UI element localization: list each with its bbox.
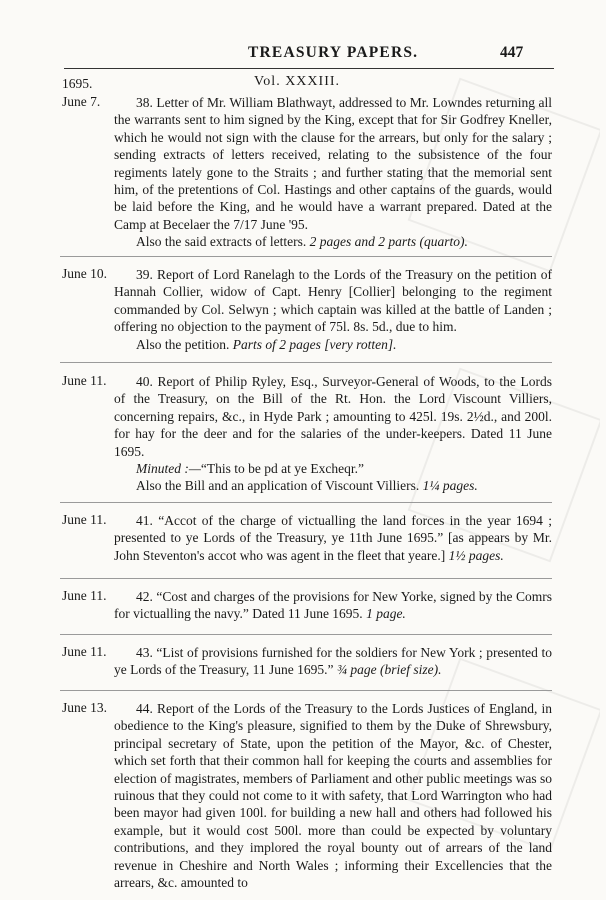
entry-date: June 10. xyxy=(62,266,107,281)
entry-body xyxy=(114,588,552,623)
entry-sub xyxy=(114,233,552,250)
entry-text-main: 42. “Cost and charges of the provisions for New Yorke, signed by the Comrs for victualling the navy.” Dated 11 June 1695. xyxy=(114,589,552,622)
entry-minute xyxy=(114,460,552,477)
entry-text-main: 41. “Accot of the charge of victualling the land forces in the year 1694 ; presented to ye Lords of the Treasury, ye 11th June 1695.” [as appears by Mr. John Steventon's accot who was agent in the fleet that yeare.] xyxy=(114,513,552,563)
minute-text: “This to be pd at ye Excheqr.” xyxy=(200,461,364,477)
entry-text xyxy=(114,512,552,564)
running-head xyxy=(0,44,606,66)
entry-note: ¾ page (brief size). xyxy=(336,662,442,678)
entry-body xyxy=(114,644,552,679)
running-title: TREASURY PAPERS. xyxy=(248,44,419,61)
entry-note: 2 pages and 2 parts (quarto). xyxy=(309,234,468,250)
entry-text xyxy=(114,588,552,623)
entry-note: Parts of 2 pages [very rotten]. xyxy=(232,336,397,352)
entry-divider xyxy=(60,362,552,363)
entry-text: 38. Letter of Mr. William Blathwayt, addressed to Mr. Lowndes returning all the warrants sent to him signed by the King, except that for Sir Godfrey Kneller, which he would not sign with the clause for the arrears, but only for the salary ; sending extracts of letters received, relating to the subsistence of the four regiments lately gone to the Straits ; and further stating that the memorial sent him, of the pretentions of Col. Hastings and other captains of the guards, would be laid before the King, and he would have a warrant prepared. Dated at the Camp at Becelaer the 7/17 June '95. xyxy=(114,95,552,232)
volume-heading: Vol. XXXIII. xyxy=(254,74,341,89)
entry-body xyxy=(114,373,552,495)
entry-date: June 11. xyxy=(62,512,107,527)
entry-text xyxy=(114,644,552,679)
entry-divider xyxy=(60,502,552,503)
entry-body xyxy=(114,512,552,564)
entry-date: June 7. xyxy=(62,94,101,109)
entry-text: 39. Report of Lord Ranelagh to the Lords of the Treasury on the petition of Hannah Collier, widow of Capt. Henry [Collier] belonging to the regiment commanded by Col. Selwyn ; which captain was killed at the battle of Landen ; offering no objection to the payment of 75l. 8s. 5d., due to him. xyxy=(114,267,552,335)
entry-date: June 11. xyxy=(62,588,107,603)
entry-sub xyxy=(114,477,552,494)
entry-note: 1 page. xyxy=(366,606,406,622)
entry-note: 1½ pages. xyxy=(448,547,504,563)
entry-body xyxy=(114,700,552,891)
entry-divider xyxy=(60,578,552,579)
entry-note: 1¼ pages. xyxy=(422,478,478,494)
entry-date: June 11. xyxy=(62,644,107,659)
entry-date: June 13. xyxy=(62,700,107,715)
entry-body xyxy=(114,266,552,353)
entry-date: June 11. xyxy=(62,373,107,388)
entry-text: 44. Report of the Lords of the Treasury to the Lords Justices of England, in obedience to the King's pleasure, signified to them by the Duke of Shrewsbury, principal secretary of State, upon the petition of the Mayor, &c. of Chester, which set forth that their common hall for keeping the courts and assemblies for election of magistrates, members of Parliament and other public meetings was so ruinous that they could not come to it with safety, that Lord Warrington who had been mayor had given 100l. for building a new hall and others had followed his example, but it would cost 500l. more than could be expected by voluntary contributions, and they implored the royal bounty out of arrears of the land revenue in Cheshire and North Wales ; informing their Excellencies that the arrears, &c. amounted to xyxy=(114,701,552,891)
entry-body xyxy=(114,94,552,251)
page-number: 447 xyxy=(500,44,524,61)
entry-divider xyxy=(60,690,552,691)
minute-label: Minuted :— xyxy=(136,461,201,477)
year-marginal: 1695. xyxy=(62,76,93,91)
entry-divider xyxy=(60,256,552,257)
entry-divider xyxy=(60,634,552,635)
entry-text-main: 43. “List of provisions furnished for the soldiers for New York ; presented to ye Lords of the Treasury, 11 June 1695.” xyxy=(114,645,552,678)
entry-sub-text: Also the Bill and an application of Viscount Villiers. xyxy=(136,478,420,494)
entry-sub-text: Also the said extracts of letters. xyxy=(136,234,307,250)
entry-sub xyxy=(114,336,552,353)
entry-sub-text: Also the petition. xyxy=(136,336,230,352)
entry-text: 40. Report of Philip Ryley, Esq., Surveyor-General of Woods, to the Lords of the Treasury, on the Bill of the Rt. Hon. the Lord Viscount Villiers, concerning repairs, &c., in Hyde Park ; amounting to 425l. 19s. 2½d., and 200l. for hay for the deer and for the salaries of the under-keepers. Dated 11 June 1695. xyxy=(114,374,552,459)
header-rule xyxy=(64,68,554,69)
